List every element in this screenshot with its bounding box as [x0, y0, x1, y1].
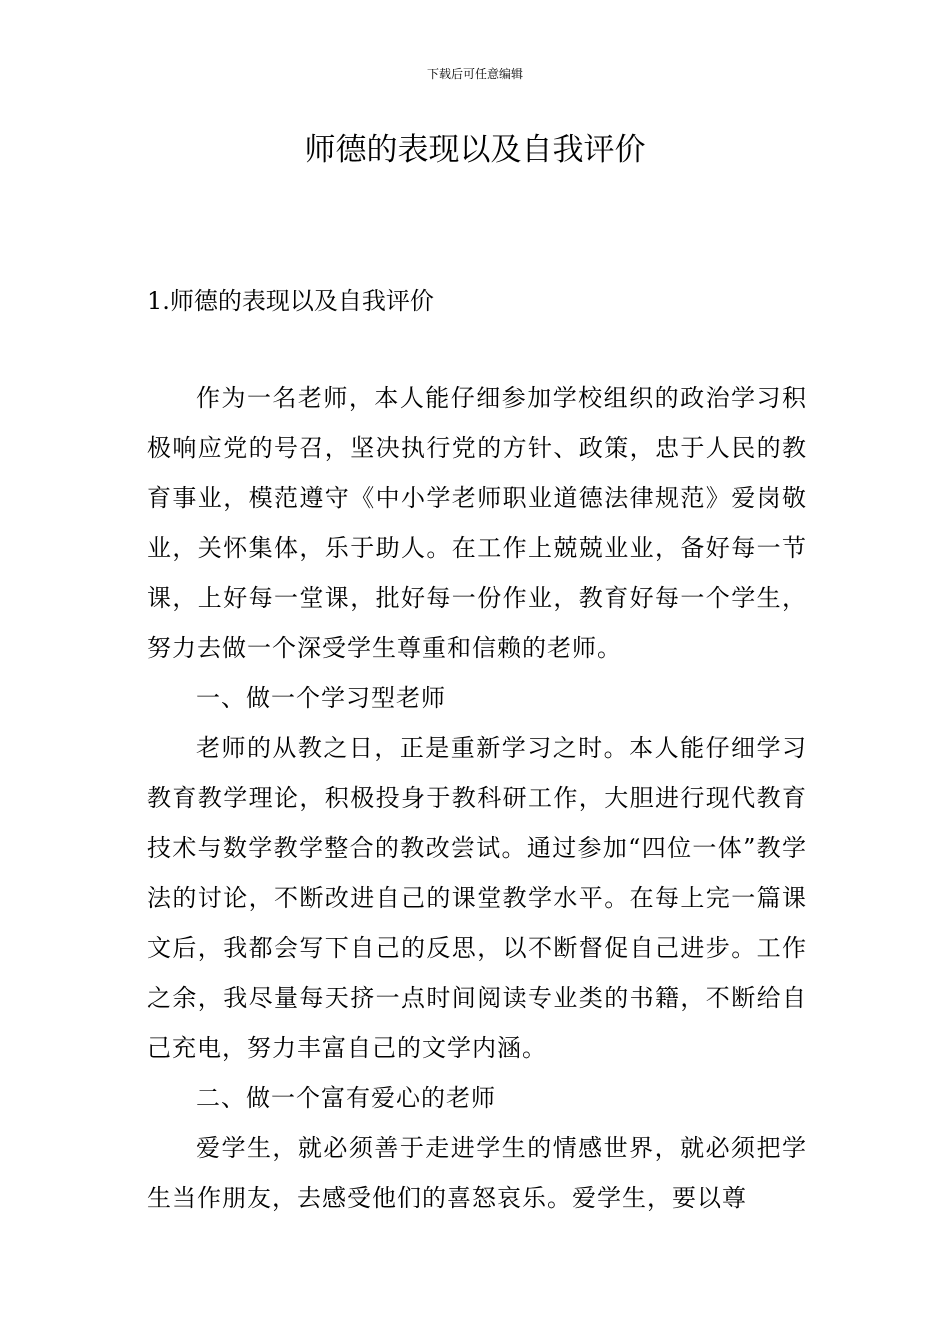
paragraph-intro: 作为一名老师，本人能仔细参加学校组织的政治学习积极响应党的号召，坚决执行党的方针、政策，忠于人民的教育事业，模范遵守《中小学老师职业道德法律规范》爱岗敬业，关怀集体，乐于助人。在工作上兢兢业业，备好每一节课，上好每一堂课，批好每一份作业，教育好每一个学生，努力去做一个深受学生尊重和信赖的老师。: [147, 384, 807, 662]
document-title: 师德的表现以及自我评价: [304, 132, 646, 168]
subheading-caring-teacher: 二、做一个富有爱心的老师: [196, 1084, 496, 1112]
paragraph-learning: 老师的从教之日，正是重新学习之时。本人能仔细学习教育教学理论，积极投身于教科研工作，大胆进行现代教育技术与数学教学整合的教改尝试。通过参加“四位一体”教学法的讨论，不断改进自己的课堂教学水平。在每上完一篇课文后，我都会写下自己的反思，以不断督促自己进步。工作之余，我尽量每天挤一点时间阅读专业类的书籍，不断给自己充电，努力丰富自己的文学内涵。: [147, 734, 807, 1062]
paragraph-caring: 爱学生，就必须善于走进学生的情感世界，就必须把学生当作朋友，去感受他们的喜怒哀乐。爱学生，要以尊: [147, 1134, 807, 1212]
document-body: [147, 373, 807, 1223]
header-note: 下载后可任意编辑: [426, 67, 523, 81]
subheading-learning-teacher: 一、做一个学习型老师: [196, 684, 446, 712]
section-heading: 1.师德的表现以及自我评价: [147, 287, 434, 315]
